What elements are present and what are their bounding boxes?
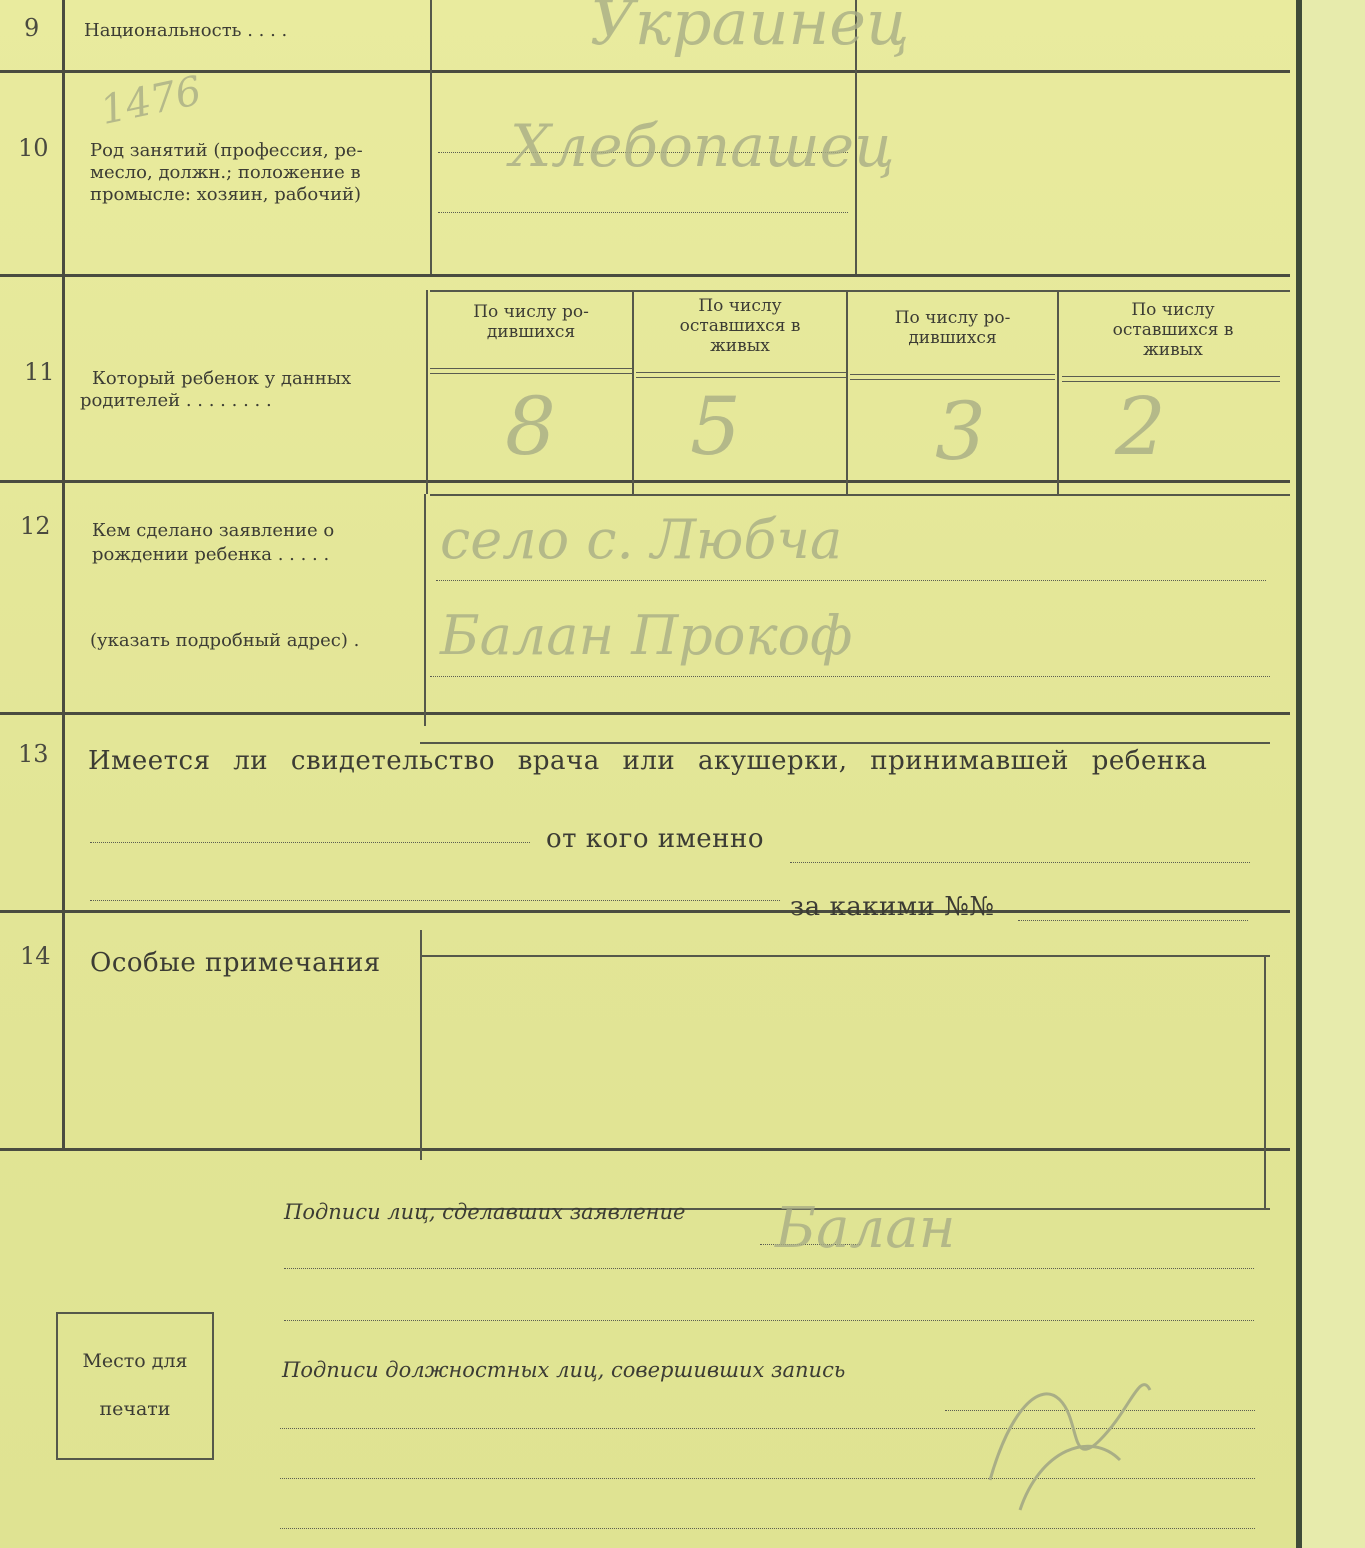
stamp-place: [56, 1312, 214, 1460]
row-divider: [420, 955, 1270, 957]
declarant-name: Балан Прокоф: [440, 604, 853, 667]
row-divider: [420, 742, 1270, 744]
occupation-label-line1: Род занятий (профессия, ре-: [90, 140, 363, 161]
certificate-numbers-label: за какими №№: [790, 892, 995, 922]
row-divider: [430, 494, 1290, 496]
row-number-12: 12: [20, 512, 51, 540]
born-count-1: 8: [505, 380, 556, 473]
header-line: [430, 290, 1290, 292]
nationality-value: Украинец: [590, 0, 910, 59]
column-line: [430, 0, 432, 274]
note-number: 1476: [96, 67, 206, 135]
column-line: [846, 290, 848, 494]
officials-signature-label: Подписи должностных лиц, совершивших запись: [282, 1358, 846, 1382]
fill-line: [284, 1320, 1254, 1321]
row-number-14: 14: [20, 942, 51, 970]
fill-line: [430, 676, 1270, 677]
column-line: [420, 930, 422, 1160]
declarant-label-line2: рождении ребенка . . . . .: [92, 544, 330, 565]
special-notes-label: Особые примечания: [90, 948, 381, 978]
column-line: [426, 290, 428, 494]
official-signature-scribble: [950, 1350, 1170, 1530]
declarant-label-line1: Кем сделано заявление о: [92, 520, 335, 541]
nationality-label: Национальность . . . .: [84, 20, 288, 41]
fill-line: [436, 580, 1266, 581]
row-number-13: 13: [18, 740, 49, 768]
born-header-1: По числу ро- дившихся: [473, 302, 589, 342]
row-divider: [0, 712, 1290, 715]
fill-line: [90, 842, 530, 843]
alive-header-2: По числу оставшихся в живых: [1112, 300, 1234, 360]
occupation-value: Хлебопашец: [510, 112, 895, 180]
row-divider: [0, 1148, 1290, 1151]
header-rule: [850, 374, 1055, 380]
child-order-label-line1: Который ребенок у данных: [92, 368, 352, 389]
born-count-2: 3: [935, 385, 986, 478]
fill-line: [284, 1268, 1254, 1269]
header-rule: [636, 372, 846, 378]
row-number-11: 11: [24, 358, 55, 386]
from-whom-label: от кого именно: [546, 824, 764, 854]
row-number-10: 10: [18, 134, 49, 162]
column-line: [1057, 290, 1059, 494]
alive-count-1: 5: [690, 380, 741, 473]
fill-line: [1018, 920, 1248, 921]
fill-line: [790, 862, 1250, 863]
row-divider: [0, 274, 1290, 277]
address-label: (указать подробный адрес) .: [90, 630, 360, 651]
number-column-line: [62, 0, 65, 1148]
fill-line: [438, 212, 848, 213]
certificate-question: Имеется ли свидетельство врача или акушерки, принимавшей ребенка: [88, 746, 1208, 776]
column-line: [632, 290, 634, 494]
alive-count-2: 2: [1115, 380, 1166, 473]
header-rule: [430, 368, 632, 374]
alive-header-1: По числу оставшихся в живых: [679, 296, 801, 356]
occupation-label-line2: месло, должн.; положение в: [90, 162, 361, 183]
column-line: [1264, 955, 1266, 1210]
row-number-9: 9: [24, 14, 40, 42]
column-line: [424, 494, 426, 726]
row-divider: [0, 910, 1290, 913]
stamp-label-line2: печати: [99, 1398, 171, 1420]
fill-line: [90, 900, 780, 901]
child-order-label-line2: родителей . . . . . . . .: [80, 390, 272, 411]
applicant-signature: Балан: [775, 1196, 956, 1261]
row-divider: [0, 480, 1290, 483]
right-margin: [1302, 0, 1365, 1548]
occupation-label-line3: промысле: хозяин, рабочий): [90, 184, 362, 205]
applicants-signature-label: Подписи лиц, сделавших заявление: [284, 1200, 686, 1224]
stamp-label-line1: Место для: [82, 1350, 188, 1372]
born-header-2: По числу ро- дившихся: [894, 308, 1011, 348]
header-rule: [1062, 376, 1280, 382]
declarant-village: село с. Любча: [440, 508, 843, 571]
